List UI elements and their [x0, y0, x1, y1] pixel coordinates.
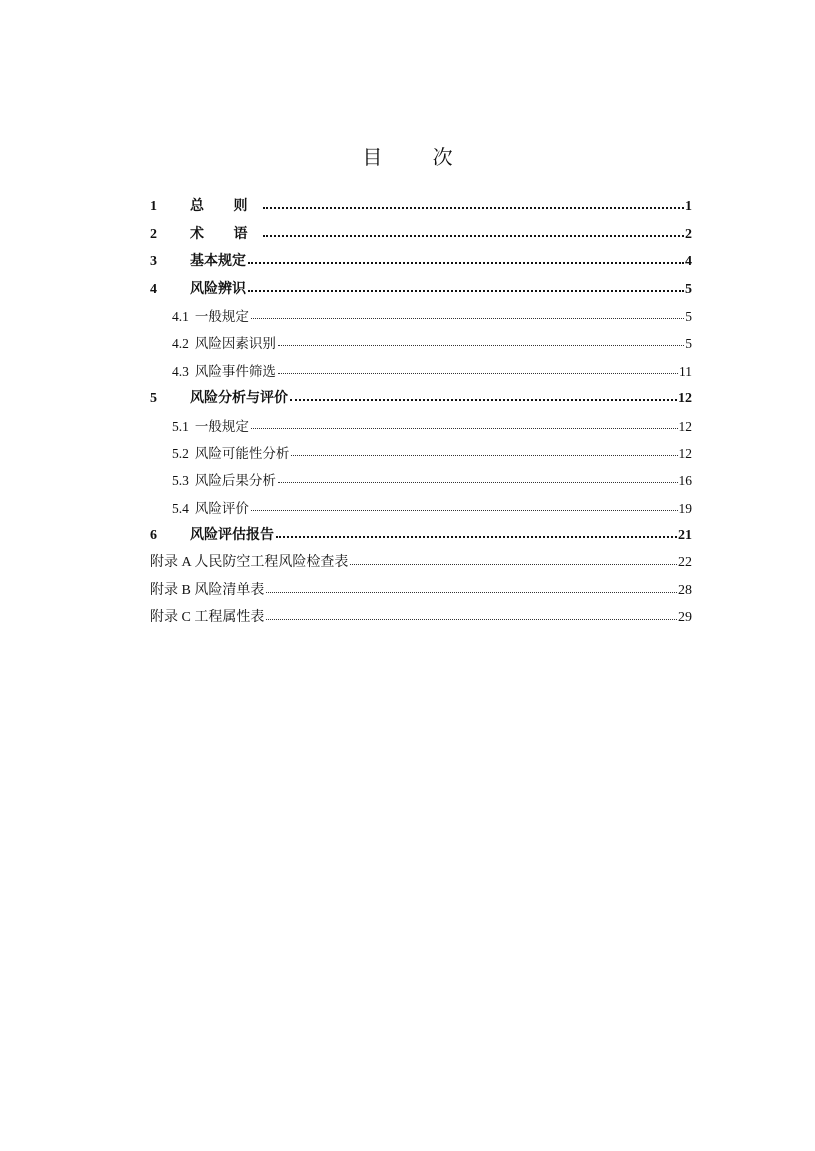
toc-entry[interactable]: [150, 381, 692, 408]
toc-dot-leader: [251, 318, 684, 319]
toc-entry-page: 22: [678, 555, 692, 571]
toc-entry-number: 4.3: [172, 363, 189, 379]
table-of-contents: [150, 189, 692, 627]
toc-entry-title: 风险分析与评价: [190, 391, 288, 407]
toc-entry-title: 风险后果分析: [194, 473, 276, 489]
toc-entry[interactable]: [150, 463, 692, 490]
toc-entry-page: 11: [679, 363, 692, 379]
toc-entry-page: 1: [685, 199, 692, 215]
toc-entry-title: 风险可能性分析: [194, 445, 290, 461]
toc-entry-page: 19: [678, 500, 692, 516]
toc-entry-number: 1: [150, 199, 157, 215]
toc-entry[interactable]: [150, 600, 692, 627]
toc-entry-number: 6: [150, 528, 157, 544]
toc-entry-number: 2: [150, 226, 157, 242]
toc-entry-page: 29: [678, 610, 692, 626]
toc-entry-title: 风险辨识: [190, 281, 246, 297]
toc-entry-page: 5: [685, 281, 692, 297]
toc-dot-leader: [278, 345, 684, 346]
toc-dot-leader: [251, 510, 678, 511]
toc-entry-number: 4.1: [172, 308, 189, 324]
toc-dot-leader: [278, 373, 678, 374]
toc-dot-leader: [251, 428, 678, 429]
toc-entry-number: 3: [150, 254, 157, 270]
toc-entry[interactable]: [150, 518, 692, 545]
toc-dot-leader: [291, 455, 677, 456]
toc-entry-number: 5.2: [172, 445, 189, 461]
toc-entry-number: 5.1: [172, 418, 189, 434]
toc-dot-leader: [263, 207, 685, 209]
toc-entry-page: 12: [678, 391, 692, 407]
toc-entry-number: 4.2: [172, 336, 189, 352]
toc-entry-page: 12: [678, 418, 692, 434]
toc-dot-leader: [350, 564, 677, 565]
toc-entry-title: 风险因素识别: [194, 336, 276, 352]
toc-entry[interactable]: [150, 545, 692, 572]
toc-entry-title: 附录 C 工程属性表: [150, 610, 265, 626]
toc-dot-leader: [248, 290, 684, 292]
toc-entry-page: 28: [678, 582, 692, 598]
toc-entry[interactable]: [150, 353, 692, 380]
toc-entry-page: 2: [685, 226, 692, 242]
toc-entry-title: 附录 B 风险清单表: [150, 582, 265, 598]
toc-dot-leader: [248, 262, 684, 264]
toc-entry-title: 风险评估报告: [190, 528, 274, 544]
toc-entry-number: 5.4: [172, 500, 189, 516]
toc-dot-leader: [278, 482, 678, 483]
toc-dot-leader: [266, 619, 677, 620]
toc-dot-leader: [266, 592, 677, 593]
toc-entry-number: 5.3: [172, 473, 189, 489]
toc-entry[interactable]: [150, 189, 692, 216]
toc-entry-title: 风险事件筛选: [194, 363, 276, 379]
toc-entry[interactable]: [150, 490, 692, 517]
toc-entry[interactable]: [150, 216, 692, 243]
page-title: 目 次: [362, 145, 475, 170]
toc-entry-title: 总 则: [190, 199, 261, 215]
toc-entry-page: 5: [685, 308, 692, 324]
toc-entry-page: 12: [678, 445, 692, 461]
toc-entry-title: 一般规定: [194, 418, 249, 434]
toc-entry-page: 16: [678, 473, 692, 489]
toc-entry[interactable]: [150, 408, 692, 435]
toc-dot-leader: [263, 235, 685, 237]
toc-entry-page: 4: [685, 254, 692, 270]
toc-entry-title: 附录 A 人民防空工程风险检查表: [150, 555, 349, 571]
toc-entry[interactable]: [150, 436, 692, 463]
toc-dot-leader: [276, 536, 677, 538]
toc-entry-title: 一般规定: [194, 308, 249, 324]
toc-entry-number: 5: [150, 391, 157, 407]
toc-entry[interactable]: [150, 244, 692, 271]
toc-entry[interactable]: [150, 299, 692, 326]
toc-dot-leader: [290, 399, 677, 401]
toc-entry[interactable]: [150, 572, 692, 599]
toc-entry-page: 5: [685, 336, 692, 352]
toc-entry-title: 风险评价: [194, 500, 249, 516]
toc-entry-title: 术 语: [190, 226, 261, 242]
toc-entry[interactable]: [150, 326, 692, 353]
toc-entry[interactable]: [150, 271, 692, 298]
toc-entry-title: 基本规定: [190, 254, 246, 270]
toc-entry-page: 21: [678, 528, 692, 544]
toc-entry-number: 4: [150, 281, 157, 297]
